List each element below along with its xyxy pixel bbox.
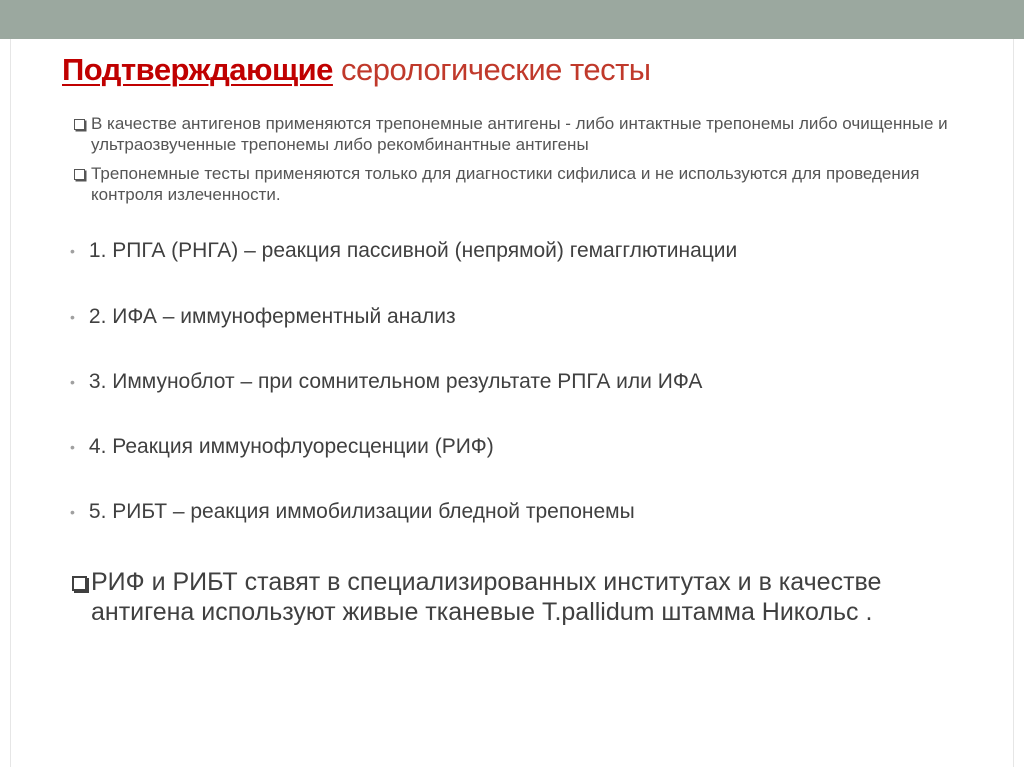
intro-item-usage (74, 163, 974, 205)
dot-bullet-icon: • (70, 309, 75, 325)
dot-bullet-icon: • (70, 374, 75, 390)
left-margin-rule (0, 39, 11, 767)
test-item-text: 1. РПГА (РНГА) – реакция пассивной (непрямой) гемагглютинации (88, 239, 738, 262)
slide-title-bold: Подтверждающие (62, 52, 333, 87)
dot-bullet-icon: • (70, 243, 75, 259)
intro-item-text: Трепонемные тесты применяются только для диагностики сифилиса и не используются для проведения контроля излеченности. (91, 164, 920, 204)
test-item-text: 3. Иммуноблот – при сомнительном результате РПГА или ИФА (88, 370, 703, 393)
test-item-text: 4. Реакция иммунофлуоресценции (РИФ) (88, 435, 494, 458)
note-text: РИФ и РИБТ ставят в специализированных институтах и в качестве антигена используют живые тканевые T.pallidum штамма Никольс . (91, 568, 882, 626)
dot-bullet-icon: • (70, 439, 75, 455)
test-item-rif (70, 435, 494, 459)
test-item-text: 5. РИБТ – реакция иммобилизации бледной трепонемы (88, 500, 635, 523)
test-item-ifa (70, 305, 456, 329)
test-item-text: 2. ИФА – иммуноферментный анализ (88, 305, 456, 328)
test-item-ribt (70, 500, 635, 524)
slide-title-rest: серологические тесты (332, 52, 651, 87)
square-bullet-icon (72, 576, 87, 591)
intro-item-antigens (74, 113, 974, 155)
square-bullet-icon (74, 169, 85, 180)
square-bullet-icon (74, 119, 85, 130)
note-item (72, 567, 952, 627)
test-item-immunoblot (70, 370, 702, 394)
dot-bullet-icon: • (70, 504, 75, 520)
right-margin-rule (1013, 39, 1024, 767)
intro-item-text: В качестве антигенов применяются трепонемные антигены - либо интактные трепонемы либо очищенные и ультраозвученные трепонемы либо рекомбинантные антигены (91, 114, 948, 154)
top-band (0, 0, 1024, 39)
test-item-rpga (70, 239, 737, 263)
slide-title (62, 52, 651, 88)
